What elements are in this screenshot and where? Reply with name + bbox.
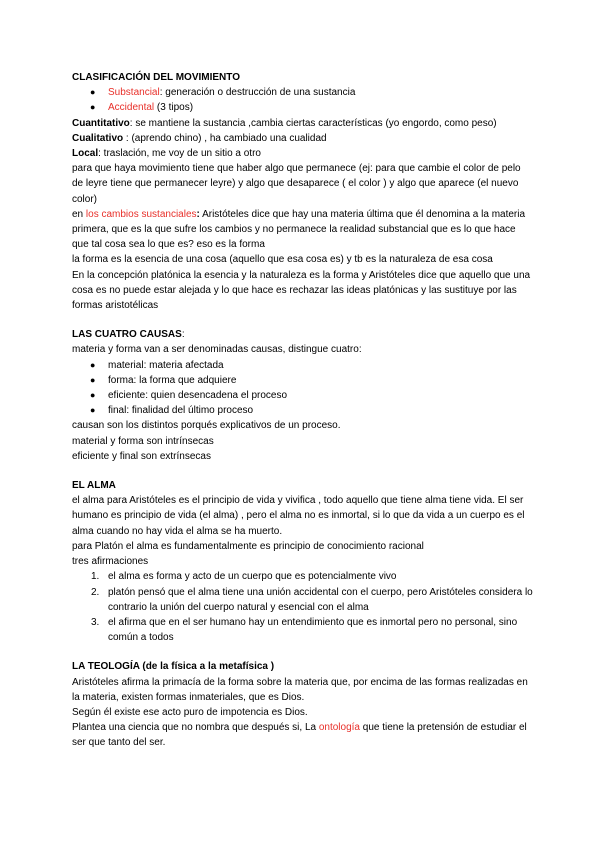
term-local: Local	[72, 148, 99, 160]
list-item-text: forma: la forma que adquiere	[108, 374, 237, 386]
list-item-text: final: finalidad del último proceso	[108, 405, 254, 417]
paragraph-intrinsecas: material y forma son intrínsecas	[72, 435, 214, 447]
list-item	[72, 615, 534, 645]
spacer	[72, 645, 534, 659]
paragraph-acto-puro: Según él existe ese acto puro de impotencia es Dios.	[72, 706, 308, 718]
colon: :	[196, 208, 200, 220]
movement-type-list	[72, 85, 534, 115]
list-item-text: material: materia afectada	[108, 359, 224, 371]
section-title-cuatro-causas	[72, 327, 534, 342]
document-body	[72, 70, 534, 751]
section-title-clasificacion: CLASIFICACIÓN DEL MOVIMIENTO	[72, 72, 240, 83]
list-item-text: (3 tipos)	[154, 102, 194, 114]
list-number: 3.	[91, 616, 100, 628]
term-cambios-sustanciales: los cambios sustanciales	[85, 208, 197, 220]
paragraph-alma-principio: el alma para Aristóteles es el principio de vida y vivifica , todo aquello que tiene alma tiene vida. El ser humano es principio de vida (el alma) , pero el alma no es inmortal, si lo que da vida a un cuerpo es el alma cuando no hay vida el alma se ha muerto.	[72, 495, 525, 537]
list-item-text: el alma es forma y acto de un cuerpo que es potencialmente vivo	[108, 571, 397, 583]
bullet-icon: ●	[90, 87, 96, 98]
list-item	[72, 373, 534, 388]
paragraph-text: : se mantiene la sustancia ,cambia ciertas características (yo engordo, como peso)	[129, 117, 497, 129]
list-number: 1.	[91, 571, 100, 583]
paragraph-ontologia	[72, 720, 534, 750]
paragraph-intro-causas: materia y forma van a ser denominadas causas, distingue cuatro:	[72, 344, 362, 356]
colon: :	[181, 329, 185, 341]
bullet-icon: ●	[90, 390, 96, 401]
paragraph-movimiento: para que haya movimiento tiene que haber algo que permanece (ej: para que cambie el color de pelo de leyre tiene que permanecer leyre) y algo que desaparece ( el color ) y algo que aparece (el nuevo color)	[72, 163, 521, 205]
term-substancial: Substancial	[108, 87, 160, 99]
list-item	[72, 100, 534, 115]
paragraph-text: en	[72, 208, 86, 220]
list-item	[72, 388, 534, 403]
list-item	[72, 358, 534, 373]
paragraph-text: : traslación, me voy de un sitio a otro	[98, 148, 261, 160]
paragraph-text: Plantea una ciencia que no nombra que después si, La	[72, 722, 319, 734]
list-item-text: eficiente: quien desencadena el proceso	[108, 390, 288, 402]
affirmations-list	[72, 569, 534, 645]
paragraph-forma-esencia: la forma es la esencia de una cosa (aquello que esa cosa es) y tb es la naturaleza de esa cosa	[72, 254, 493, 266]
list-item-text: : generación o destrucción de una sustancia	[159, 87, 356, 99]
spacer	[72, 464, 534, 478]
causes-list	[72, 358, 534, 419]
paragraph-text: que tiene la pretensión de estudiar el ser que tanto del ser.	[72, 722, 527, 749]
list-item-text: platón pensó que el alma tiene una unión accidental con el cuerpo, pero Aristóteles considera lo contrario la unión del cuerpo natural y esencial con el alma	[108, 586, 533, 613]
paragraph-tres-afirmaciones: tres afirmaciones	[72, 556, 149, 568]
list-item	[72, 569, 534, 584]
term-ontologia: ontología	[318, 722, 360, 734]
term-cualitativo: Cualitativo	[72, 132, 124, 144]
paragraph-extrinsecas: eficiente y final son extrínsecas	[72, 450, 211, 462]
section-title-teologia: LA TEOLOGÍA (de la física a la metafísica )	[72, 661, 275, 673]
list-item-text: el afirma que en el ser humano hay un entendimiento que es inmortal pero no personal, sino común a todos	[108, 616, 518, 644]
term-cuantitativo: Cuantitativo	[72, 117, 130, 129]
paragraph-platon-alma: para Platón el alma es fundamentalmente es principio de conocimiento racional	[72, 540, 424, 552]
paragraph-cuantitativo	[72, 116, 534, 131]
bullet-icon: ●	[90, 102, 96, 113]
paragraph-text: : (aprendo chino) , ha cambiado una cualidad	[123, 132, 327, 144]
list-item	[72, 403, 534, 418]
section-title-alma: EL ALMA	[72, 480, 116, 492]
paragraph-cualitativo	[72, 131, 534, 146]
paragraph-cambios-sustanciales	[72, 207, 534, 253]
section-title-text: LAS CUATRO CAUSAS	[72, 329, 182, 341]
term-accidental: Accidental	[108, 102, 155, 114]
paragraph-concepcion-platonica: En la concepción platónica la esencia y la naturaleza es la forma y Aristóteles dice que aquello que una cosa es no puede estar alejada y lo que hace es rechazar las ideas platónicas y las sustituye por las formas aristotélicas	[72, 269, 531, 312]
paragraph-text: Aristóteles dice que hay una materia última que él denomina a la materia primera, que es la que sufre los cambios y no permanece la realidad substancial que es lo que hace que tal cosa sea lo que es? eso es la forma	[72, 208, 526, 251]
bullet-icon: ●	[90, 405, 96, 416]
list-item	[72, 585, 534, 615]
spacer	[72, 313, 534, 327]
paragraph-local	[72, 146, 534, 161]
bullet-icon: ●	[90, 374, 96, 385]
paragraph-porques: causan son los distintos porqués explicativos de un proceso.	[72, 420, 341, 432]
list-item	[72, 85, 534, 100]
bullet-icon: ●	[90, 359, 96, 370]
paragraph-primacia-forma: Aristóteles afirma la primacía de la forma sobre la materia que, por encima de las formas realizadas en la materia, existen formas inmateriales, que es Dios.	[72, 676, 528, 703]
list-number: 2.	[91, 586, 100, 598]
